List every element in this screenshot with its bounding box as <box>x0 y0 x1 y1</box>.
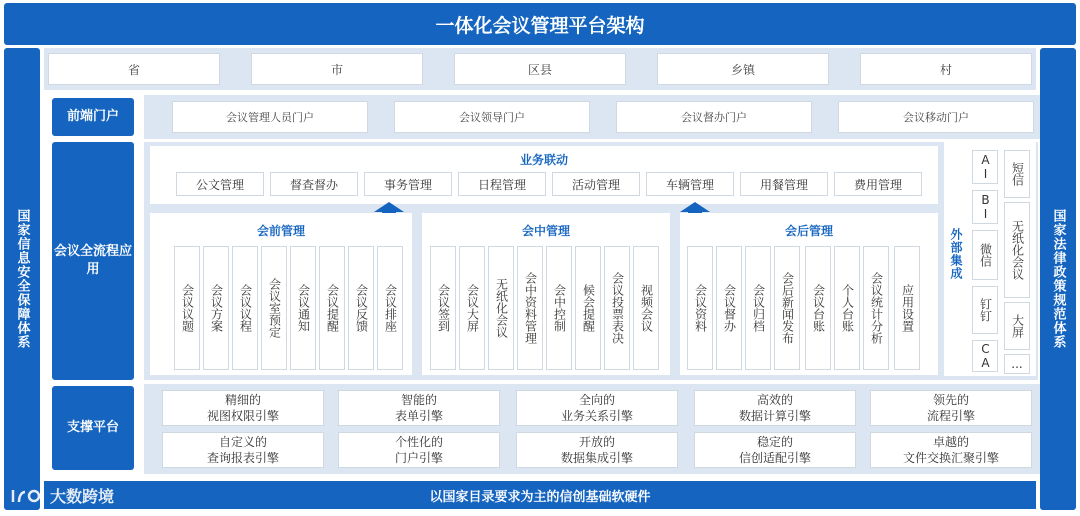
engine-box: 卓越的 文件交换汇聚引擎 <box>870 432 1032 468</box>
stage-item: 会议签到 <box>430 246 456 370</box>
portal-item: 会议领导门户 <box>394 101 590 133</box>
external-item: ... <box>1004 354 1030 374</box>
engine-box: 领先的 流程引擎 <box>870 390 1032 426</box>
admin-level-row <box>44 48 1036 90</box>
external-item: AI <box>972 150 998 184</box>
external-item: 短信 <box>1004 150 1030 198</box>
section-label-support: 支撑平台 <box>52 386 134 470</box>
engine-box: 全向的 业务关系引擎 <box>516 390 678 426</box>
right-pillar <box>1040 48 1076 510</box>
level-province: 省 <box>48 53 220 85</box>
stage-title-pre: 会前管理 <box>256 224 305 238</box>
level-town: 乡镇 <box>657 53 829 85</box>
business-item: 活动管理 <box>552 172 640 196</box>
external-title: 外部集成 <box>949 228 963 280</box>
engine-box: 自定义的 查询报表引擎 <box>162 432 324 468</box>
portal-row <box>144 95 1040 139</box>
business-item: 督查督办 <box>270 172 358 196</box>
left-pillar-label: 国家信息安全保障体系 <box>14 209 30 349</box>
logo-icon <box>10 484 44 506</box>
external-item: 微信 <box>972 230 998 280</box>
external-item: 无纸化会议 <box>1004 202 1030 298</box>
stage-item: 会议投票表决 <box>604 246 630 370</box>
portal-item: 会议管理人员门户 <box>172 101 368 133</box>
business-item: 车辆管理 <box>646 172 734 196</box>
left-pillar <box>4 48 40 510</box>
stage-item: 会议排座 <box>377 246 403 370</box>
stage-item: 会后新闻发布 <box>774 246 800 370</box>
business-item: 日程管理 <box>458 172 546 196</box>
engine-box: 个性化的 门户引擎 <box>338 432 500 468</box>
stage-item: 候会提醒 <box>575 246 601 370</box>
stage-item: 会中资料管理 <box>517 246 543 370</box>
engine-box: 智能的 表单引擎 <box>338 390 500 426</box>
engine-box: 稳定的 信创适配引擎 <box>694 432 856 468</box>
business-item: 事务管理 <box>364 172 452 196</box>
stage-item: 会议通知 <box>290 246 316 370</box>
stage-item: 会议台账 <box>805 246 831 370</box>
stage-item: 会中控制 <box>546 246 572 370</box>
stage-item: 会议资料 <box>687 246 713 370</box>
stage-item: 视频会议 <box>633 246 659 370</box>
engine-box: 开放的 数据集成引擎 <box>516 432 678 468</box>
logo-text: 大数跨境 <box>50 486 115 506</box>
watermark-logo <box>10 482 114 508</box>
stage-item: 会议议题 <box>174 246 200 370</box>
engine-box: 高效的 数据计算引擎 <box>694 390 856 426</box>
stage-item: 会议议程 <box>232 246 258 370</box>
business-item: 费用管理 <box>834 172 922 196</box>
section-label-flow: 会议全流程应用 <box>52 142 134 380</box>
stage-item: 会议归档 <box>745 246 771 370</box>
external-item: BI <box>972 190 998 224</box>
level-city: 市 <box>251 53 423 85</box>
external-item: 钉钉 <box>972 286 998 334</box>
page-title: 一体化会议管理平台架构 <box>4 3 1076 45</box>
foundation-bar: 以国家目录要求为主的信创基础软硬件 <box>44 481 1036 509</box>
business-item: 公文管理 <box>176 172 264 196</box>
stage-item: 会议大屏 <box>459 246 485 370</box>
business-title: 业务联动 <box>519 153 568 167</box>
stage-item: 会议方案 <box>203 246 229 370</box>
level-village: 村 <box>860 53 1032 85</box>
engine-box: 精细的 视图权限引擎 <box>162 390 324 426</box>
stage-title-post: 会后管理 <box>784 224 833 238</box>
portal-item: 会议督办门户 <box>616 101 812 133</box>
stage-item: 会议提醒 <box>319 246 345 370</box>
stage-item: 应用设置 <box>894 246 920 370</box>
portal-item: 会议移动门户 <box>838 101 1034 133</box>
right-pillar-label: 国家法律政策规范体系 <box>1050 209 1066 349</box>
stage-item: 会议督办 <box>716 246 742 370</box>
business-item: 用餐管理 <box>740 172 828 196</box>
stage-item: 无纸化会议 <box>488 246 514 370</box>
external-item: 大屏 <box>1004 302 1030 350</box>
stage-item: 会议统计分析 <box>863 246 889 370</box>
level-county: 区县 <box>454 53 626 85</box>
external-item: CA <box>972 340 998 372</box>
stage-item: 会议室预定 <box>261 246 287 370</box>
stage-item: 会议反馈 <box>348 246 374 370</box>
stage-item: 个人台账 <box>834 246 860 370</box>
stage-title-during: 会中管理 <box>521 224 570 238</box>
section-label-portal: 前端门户 <box>52 98 134 136</box>
